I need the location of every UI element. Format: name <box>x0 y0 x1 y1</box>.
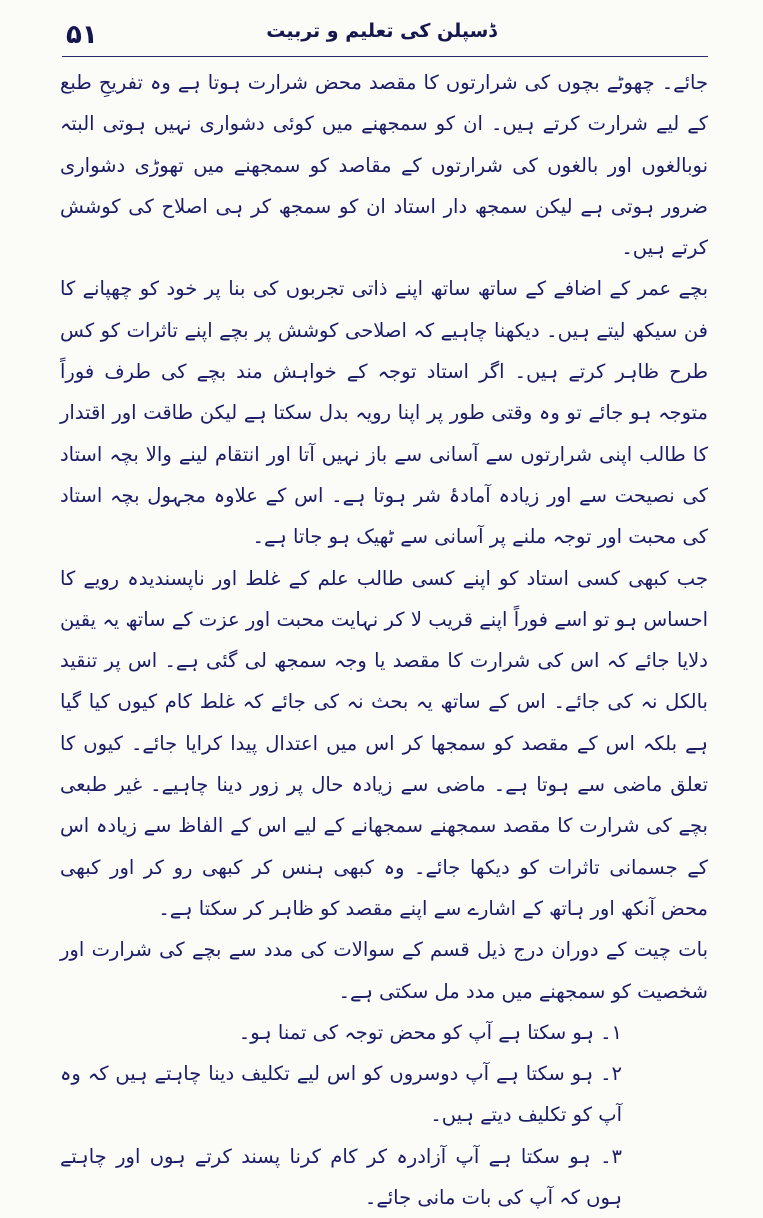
paragraph-2: بچے عمر کے اضافے کے ساتھ ساتھ اپنے ذاتی تجربوں کی بنا پر خود کو چھپانے کا فن سیکھ لیتے ہیں۔ دیکھنا چاہیے کہ اصلاحی کوشش پر بچے اپنے تاثرات کو کس طرح ظاہر کرتے ہیں۔ اگر استاد توجہ کے خواہش مند بچے کی طرف فوراً متوجہ ہو جائے تو وہ وقتی طور پر اپنا رویہ بدل سکتا ہے لیکن طاقت اور اقتدار کا طالب اپنی شرارتوں سے آسانی سے باز نہیں آتا اور انتقام لینے والا بچہ استاد کی نصیحت سے اور زیادہ آمادۂ شر ہوتا ہے۔ اس کے علاوہ مجہول بچہ استاد کی محبت اور توجہ ملنے پر آسانی سے ٹھیک ہو جاتا ہے۔ <box>60 277 708 549</box>
header-rule <box>62 56 708 57</box>
page-body <box>60 62 708 1218</box>
question-1: ۱۔ ہو سکتا ہے آپ کو محض توجہ کی تمنا ہو۔ <box>238 1020 622 1044</box>
paragraph-3: جب کبھی کسی استاد کو اپنے کسی طالب علم کے غلط اور ناپسندیدہ رویے کا احساس ہو تو اسے فوراً اپنے قریب لا کر نہایت محبت اور عزت کے ساتھ یہ یقین دلایا جائے کہ اس کی شرارت کا مقصد یا وجہ سمجھ لی گئی ہے۔ اس پر تنقید بالکل نہ کی جائے۔ اس کے ساتھ یہ بحث نہ کی جائے کہ غلط کام کیوں کیا گیا ہے بلکہ اس کے مقصد کو سمجھا کر اس میں اعتدال پیدا کرایا جائے۔ کیوں کا تعلق ماضی سے ہوتا ہے۔ ماضی سے زیادہ حال پر زور دینا چاہیے۔ غیر طبعی بچے کی شرارت کا مقصد سمجھنے سمجھانے کے لیے اس کے الفاظ سے زیادہ اس کے جسمانی تاثرات کو دیکھا جائے۔ وہ کبھی ہنس کر کبھی رو کر اور کبھی محض آنکھ اور ہاتھ کے اشارے سے اپنے مقصد کو ظاہر کر سکتا ہے۔ <box>60 566 708 920</box>
question-3: ۳۔ ہو سکتا ہے آپ آزادرہ کر کام کرنا پسند کرتے ہوں اور چاہتے ہوں کہ آپ کی بات مانی جائے۔ <box>60 1144 622 1210</box>
question-2: ۲۔ ہو سکتا ہے آپ دوسروں کو اس لیے تکلیف دینا چاہتے ہیں کہ وہ آپ کو تکلیف دیتے ہیں۔ <box>60 1062 622 1127</box>
running-head: ڈسپلن کی تعلیم و تربیت <box>266 20 497 42</box>
paragraph-1: جائے۔ چھوٹے بچوں کی شرارتوں کا مقصد محض شرارت ہوتا ہے وہ تفریحِ طبع کے لیے شرارت کرتے ہیں۔ ان کو سمجھنے میں کوئی دشواری نہیں ہوتی البتہ نوبالغوں اور بالغوں کی شرارتوں کے مقاصد کو سمجھنے میں تھوڑی دشواری ضرور ہوتی ہے لیکن سمجھ دار استاد ان کو سمجھ کر ہی اصلاح کی کوشش کرتے ہیں۔ <box>60 71 708 260</box>
page-number: ۵۱ <box>66 20 98 50</box>
page-header <box>0 0 763 64</box>
paragraph-4: بات چیت کے دوران درج ذیل قسم کے سوالات کی مدد سے بچے کی شرارت اور شخصیت کو سمجھنے میں مدد مل سکتی ہے۔ <box>60 938 708 1003</box>
